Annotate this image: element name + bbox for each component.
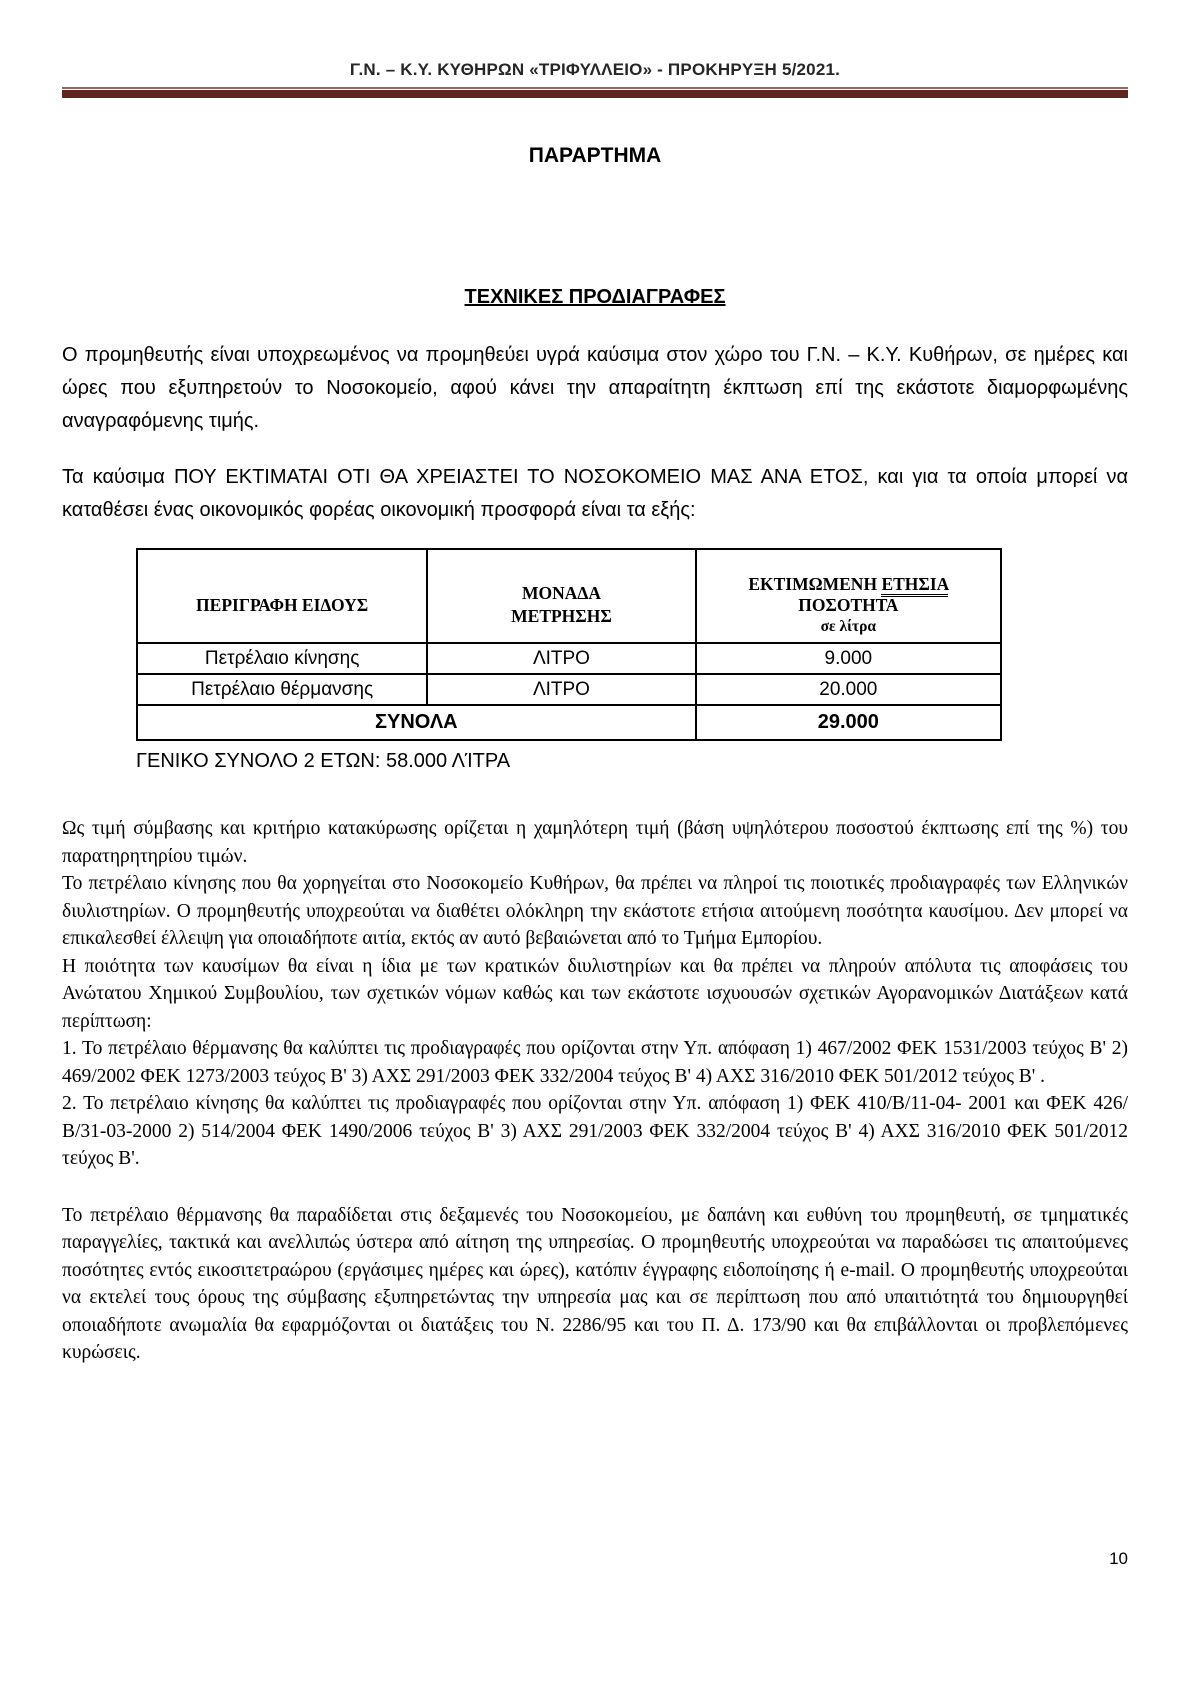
cell-quantity: 20.000 bbox=[696, 674, 1001, 705]
column-header-unit bbox=[427, 549, 695, 643]
cell-item-name: Πετρέλαιο θέρμανσης bbox=[137, 674, 427, 705]
table-row-heating-oil bbox=[137, 674, 1001, 705]
paragraph-diesel-quality: Το πετρέλαιο κίνησης που θα χορηγείται στο Νοσοκομείο Κυθήρων, θα πρέπει να πληροί τις ποιοτικές προδιαγραφές των Ελληνικών διυλιστηρίων. Ο προμηθευτής υποχρεούται να διαθέτει ολόκληρη την εκάστοτε ετήσια αιτούμενη ποσότητα καυσίμου. Δεν μπορεί να επικαλεσθεί έλλειψη για οποιαδήποτε αιτία, εκτός αν αυτό βεβαιώνεται από το Τμήμα Εμπορίου. bbox=[62, 873, 1128, 949]
header-rule-thick-line bbox=[62, 90, 1128, 98]
quantity-header-annual-underlined: ΕΤΗΣΙΑ bbox=[881, 574, 948, 597]
terms-text-block bbox=[62, 815, 1128, 1367]
list-item-heating-oil-specs: 1. Το πετρέλαιο θέρμανσης θα καλύπτει τις προδιαγραφές που ορίζονται στην Υπ. απόφαση 1) 467/2002 ΦΕΚ 1531/2003 τεύχος Β' 2) 469/2002 ΦΕΚ 1273/2003 τεύχος Β' 3) ΑΧΣ 291/2003 ΦΕΚ 332/2004 τεύχος Β' 4) ΑΧΣ 316/2010 ΦΕΚ 501/2012 τεύχος Β' . bbox=[62, 1038, 1128, 1087]
annex-title: ΠΑΡΑΡΤΗΜΑ bbox=[528, 144, 662, 167]
quantity-header-suffix: ΠΟΣΟΤΗΤΑ bbox=[798, 595, 899, 615]
table-row-diesel bbox=[137, 643, 1001, 674]
quantity-header-in-litres: σε λίτρα bbox=[820, 618, 877, 635]
paragraph-fuel-standards: Η ποιότητα των καυσίμων θα είναι η ίδια με των κρατικών διυλιστηρίων και θα πρέπει να πληρούν απόλυτα τις αποφάσεις του Ανώτατου Χημικού Συμβουλίου, των σχετικών νόμων καθώς και των εκάστοτε ισχυουσών σχετικών Αγορανομικών Διατάξεων κατά περίπτωση: bbox=[62, 955, 1128, 1032]
totals-label: ΣΥΝΟΛΑ bbox=[137, 705, 696, 740]
list-item-diesel-specs: 2. Το πετρέλαιο κίνησης θα καλύπτει τις προδιαγραφές που ορίζονται στην Υπ. απόφαση 1) ΦΕΚ 410/Β/11-04- 2001 και ΦΕΚ 426/Β/31-03-2000 2) 514/2004 ΦΕΚ 1490/2006 τεύχος Β' 3) ΑΧΣ 291/2003 ΦΕΚ 332/2004 τεύχος Β' 4) ΑΧΣ 316/2010 ΦΕΚ 501/2012 τεύχος Β'. bbox=[62, 1093, 1128, 1169]
cell-item-name: Πετρέλαιο κίνησης bbox=[137, 643, 427, 674]
paragraph-contract-price: Ως τιμή σύμβασης και κριτήριο κατακύρωσης ορίζεται η χαμηλότερη τιμή (βάση υψηλότερου ποσοστού έκπτωσης επί της %) του παρατηρητηρίου τιμών. bbox=[62, 818, 1128, 867]
cell-unit: ΛΙΤΡΟ bbox=[427, 674, 695, 705]
paragraph-delivery-terms: Το πετρέλαιο θέρμανσης θα παραδίδεται στις δεξαμενές του Νοσοκομείου, με δαπάνη και ευθύνη του προμηθευτή, σε τμηματικές παραγγελίες, τακτικά και ανελλιπώς ύστερα από αίτηση της υπηρεσίας. Ο προμηθευτής υποχρεούται να παραδώσει τις απαιτούμενες ποσότητες εντός εικοσιτετραώρου (εργάσιμες ημέρες και ώρες), κατόπιν έγγραφης ειδοποίησης ή e-mail. Ο προμηθευτής υποχρεούται να εκτελεί τους όρους της σύμβασης εξυπηρετώντας την υπηρεσία μας και σε περίπτωση που από υπαιτιότητά του δημιουργηθεί οποιαδήποτε ανωμαλία θα εφαρμόζονται οι διατάξεις του Ν. 2286/95 και του Π. Δ. 173/90 και θα επιβάλλονται οι προβλεπόμενες κυρώσεις. bbox=[62, 1204, 1128, 1363]
column-header-annual-quantity bbox=[696, 549, 1001, 643]
running-header: Γ.Ν. – Κ.Υ. ΚΥΘΗΡΩΝ «ΤΡΙΦΥΛΛΕΙΟ» - ΠΡΟΚΗΡΥΞΗ 5/2021. bbox=[349, 60, 841, 79]
column-header-unit-line2: ΜΕΤΡΗΣΗΣ bbox=[511, 606, 612, 626]
column-header-unit-line1: ΜΟΝΑΔΑ bbox=[521, 583, 601, 603]
table-totals-row bbox=[137, 705, 1001, 740]
grand-total-line: ΓΕΝΙΚΟ ΣΥΝΟΛΟ 2 ΕΤΩΝ: 58.000 ΛΊΤΡΑ bbox=[136, 750, 511, 772]
cell-unit: ΛΙΤΡΟ bbox=[427, 643, 695, 674]
quantity-header-prefix: ΕΚΤΙΜΩΜΕΝΗ bbox=[748, 574, 882, 594]
section-title: ΤΕΧΝΙΚΕΣ ΠΡΟΔΙΑΓΡΑΦΕΣ bbox=[464, 286, 726, 308]
table-header-row bbox=[137, 549, 1001, 643]
fuel-quantities-table bbox=[136, 548, 1002, 741]
header-rule bbox=[62, 87, 1128, 98]
totals-value: 29.000 bbox=[696, 705, 1001, 740]
cell-quantity: 9.000 bbox=[696, 643, 1001, 674]
column-header-item-description: ΠΕΡΙΓΡΑΦΗ ΕΙΔΟΥΣ bbox=[137, 549, 427, 643]
paragraph-estimated-fuels: Τα καύσιμα ΠΟΥ ΕΚΤΙΜΑΤΑΙ ΟΤΙ ΘΑ ΧΡΕΙΑΣΤΕΙ ΤΟ ΝΟΣΟΚΟΜΕΙΟ ΜΑΣ ΑΝΑ ΕΤΟΣ, και για τα οποία μπορεί να καταθέσει ένας οικονομικός φορέας οικονομική προσφορά είναι τα εξής: bbox=[62, 466, 1128, 521]
page-number: 10 bbox=[1109, 1549, 1128, 1568]
paragraph-supplier-obligation: Ο προμηθευτής είναι υποχρεωμένος να προμηθεύει υγρά καύσιμα στον χώρο του Γ.Ν. – Κ.Υ. Κυθήρων, σε ημέρες και ώρες που εξυπηρετούν το Νοσοκομείο, αφού κάνει την απαραίτητη έκπτωση επί της εκάστοτε διαμορφωμένης αναγραφόμενης τιμής. bbox=[62, 344, 1128, 432]
